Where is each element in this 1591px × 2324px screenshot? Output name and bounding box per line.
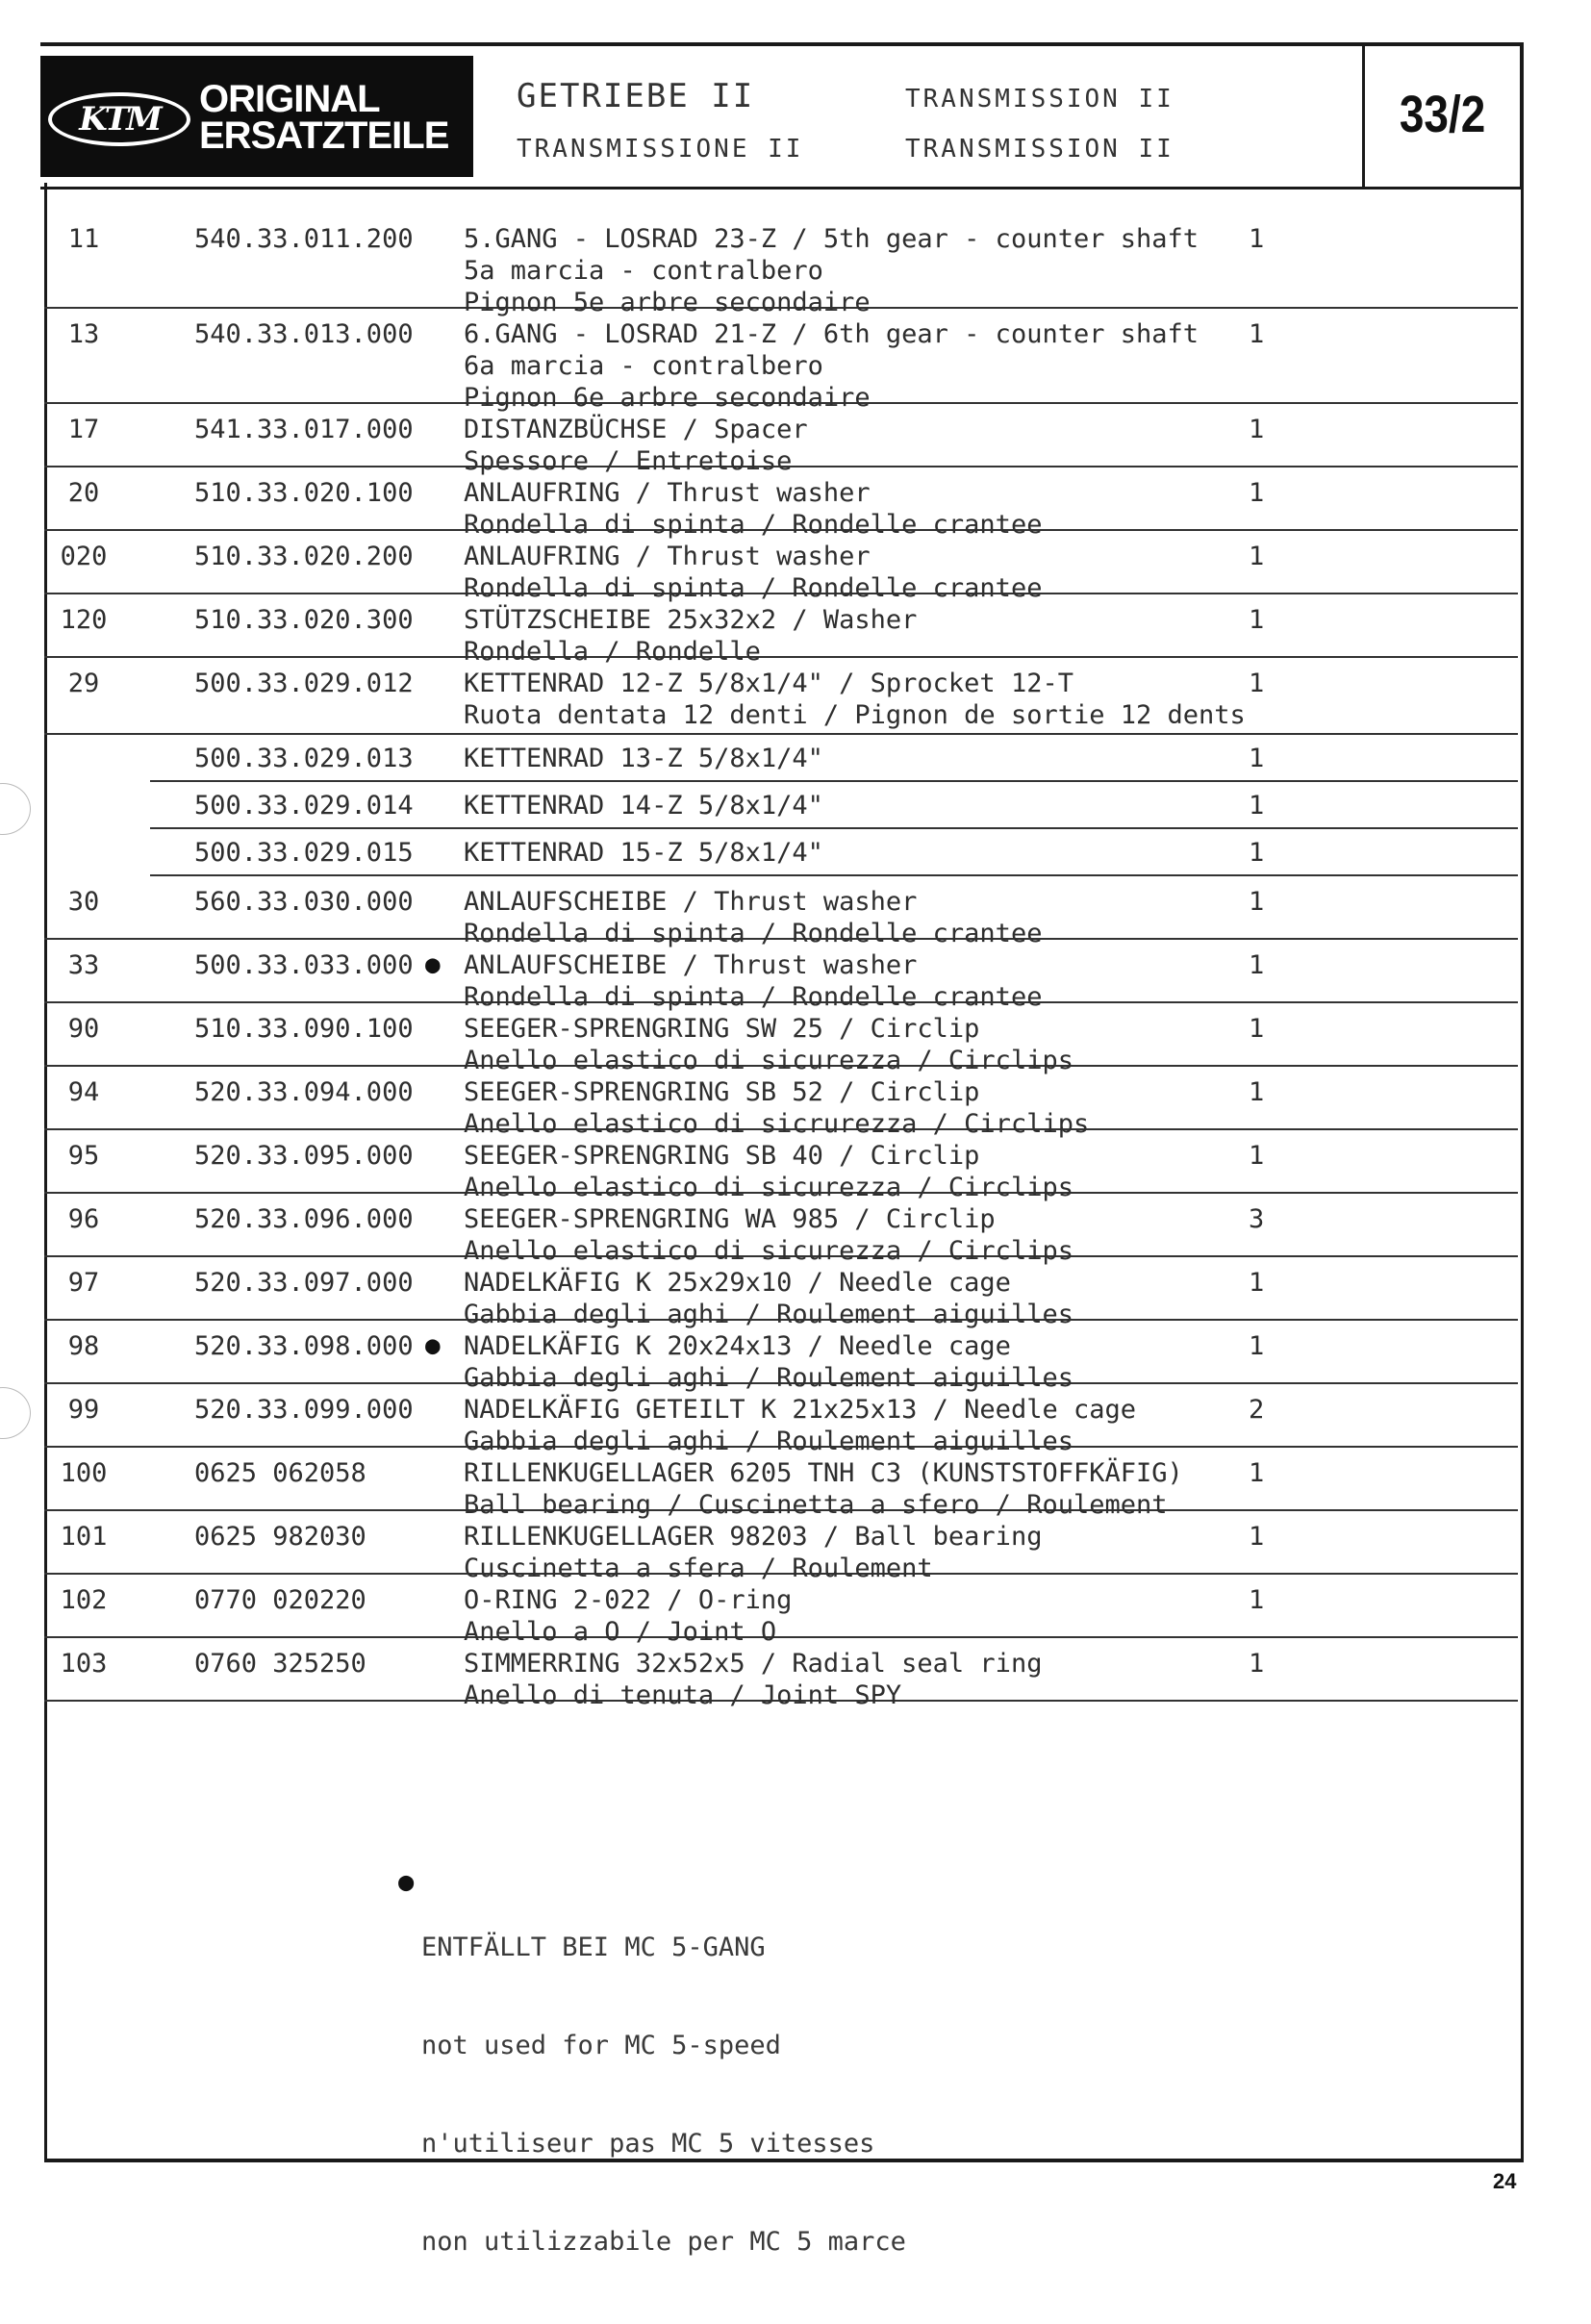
part-position: 33 xyxy=(67,950,100,980)
part-quantity: 1 xyxy=(1249,669,1265,698)
part-number: 0760 325250 xyxy=(194,1649,366,1679)
part-position: 94 xyxy=(67,1077,100,1107)
part-quantity: 1 xyxy=(1249,791,1265,821)
footnote-line-fr: n'utiliseur pas MC 5 vitesses xyxy=(421,2129,875,2159)
part-row xyxy=(44,1194,1518,1266)
description-line: SEEGER-SPRENGRING SW 25 / Circlip xyxy=(464,1014,980,1044)
part-quantity: 1 xyxy=(1249,224,1265,254)
part-quantity: 1 xyxy=(1249,542,1265,571)
part-row xyxy=(44,1384,1518,1456)
part-number: 520.33.096.000 xyxy=(194,1204,414,1234)
part-position: 20 xyxy=(67,478,100,508)
description-line: KETTENRAD 14-Z 5/8x1/4" xyxy=(464,791,823,821)
part-row xyxy=(44,940,1518,1012)
part-row xyxy=(44,1638,1518,1710)
part-position: 11 xyxy=(67,224,100,254)
footnote-lines xyxy=(421,1866,906,2324)
part-position: 95 xyxy=(67,1141,100,1171)
logo-line-1: ORIGINAL xyxy=(199,78,380,120)
part-quantity: 1 xyxy=(1249,838,1265,868)
part-position: 99 xyxy=(67,1395,100,1425)
part-number: 500.33.033.000 xyxy=(194,950,414,980)
part-position: 98 xyxy=(67,1331,100,1361)
section-titles xyxy=(517,56,1209,177)
part-row xyxy=(44,594,1518,667)
description-line: RILLENKUGELLAGER 98203 / Ball bearing xyxy=(464,1522,1043,1552)
description-line: Anello a O / Joint O xyxy=(464,1617,777,1647)
part-position: 020 xyxy=(60,542,108,571)
description-line: SIMMERRING 32x52x5 / Radial seal ring xyxy=(464,1649,1043,1679)
part-row xyxy=(44,1321,1518,1393)
part-description xyxy=(464,318,1199,414)
part-position: 97 xyxy=(67,1268,100,1298)
part-position: 29 xyxy=(67,669,100,698)
part-position: 102 xyxy=(60,1585,108,1615)
description-line: NADELKÄFIG K 25x29x10 / Needle cage xyxy=(464,1268,1011,1298)
part-row xyxy=(44,404,1518,476)
part-position: 101 xyxy=(60,1522,108,1552)
description-line: NADELKÄFIG GETEILT K 21x25x13 / Needle cage xyxy=(464,1395,1136,1425)
part-row xyxy=(150,829,1518,876)
part-number: 510.33.020.200 xyxy=(194,542,414,571)
part-number: 510.33.090.100 xyxy=(194,1014,414,1044)
part-description xyxy=(464,223,1199,318)
part-number: 510.33.020.100 xyxy=(194,478,414,508)
part-row xyxy=(44,214,1518,317)
part-number: 0625 062058 xyxy=(194,1458,366,1488)
description-line: Anello elastico di sicurezza / Circlips xyxy=(464,1173,1073,1202)
part-position: 120 xyxy=(60,605,108,635)
ktm-logo xyxy=(40,56,473,177)
part-position: 17 xyxy=(67,415,100,444)
description-line: 5a marcia - contralbero xyxy=(464,256,823,286)
part-description xyxy=(464,1648,1042,1711)
part-quantity: 1 xyxy=(1249,415,1265,444)
part-quantity: 1 xyxy=(1249,478,1265,508)
part-number: 560.33.030.000 xyxy=(194,887,414,917)
title-english: TRANSMISSION II xyxy=(905,85,1174,114)
part-number: 520.33.099.000 xyxy=(194,1395,414,1425)
description-line: 5.GANG - LOSRAD 23-Z / 5th gear - counter shaft xyxy=(464,224,1200,254)
part-quantity: 1 xyxy=(1249,1522,1265,1552)
description-line: STÜTZSCHEIBE 25x32x2 / Washer xyxy=(464,605,918,635)
part-position: 100 xyxy=(60,1458,108,1488)
part-row xyxy=(44,531,1518,603)
description-line: Gabbia degli aghi / Roulement aiguilles xyxy=(464,1363,1073,1393)
part-number: 500.33.029.013 xyxy=(194,744,414,773)
description-line: KETTENRAD 13-Z 5/8x1/4" xyxy=(464,744,823,773)
description-line: NADELKÄFIG K 20x24x13 / Needle cage xyxy=(464,1331,1011,1361)
part-number: 520.33.098.000 xyxy=(194,1331,414,1361)
punch-hole-lower xyxy=(0,1387,31,1439)
page-code: 33/2 xyxy=(1399,86,1486,143)
title-italian: TRANSMISSIONE II xyxy=(517,135,804,164)
part-row xyxy=(44,1575,1518,1647)
part-position: 90 xyxy=(67,1014,100,1044)
description-line: ANLAUFRING / Thrust washer xyxy=(464,542,871,571)
part-row xyxy=(44,876,1518,948)
footnote-line-it: non utilizzabile per MC 5 marce xyxy=(421,2227,906,2257)
page-number: 24 xyxy=(1493,2169,1517,2193)
description-line: Cuscinetta a sfera / Roulement xyxy=(464,1554,933,1583)
part-description xyxy=(464,790,823,821)
part-quantity: 2 xyxy=(1249,1395,1265,1425)
part-number: 541.33.017.000 xyxy=(194,415,414,444)
description-line: Anello elastico di sicurezza / Circlips xyxy=(464,1236,1073,1266)
punch-hole-upper xyxy=(0,783,31,835)
description-line: Gabbia degli aghi / Roulement aiguilles xyxy=(464,1300,1073,1329)
part-row xyxy=(44,1003,1518,1075)
description-line: Anello elastico di sicrurezza / Circlips xyxy=(464,1109,1090,1139)
part-row xyxy=(44,1448,1518,1520)
footnote-line-de: ENTFÄLLT BEI MC 5-GANG xyxy=(421,1932,766,1962)
description-line: RILLENKUGELLAGER 6205 TNH C3 (KUNSTSTOFFKÄFIG) xyxy=(464,1458,1183,1488)
part-quantity: 1 xyxy=(1249,1077,1265,1107)
description-line: Rondella / Rondelle xyxy=(464,637,761,667)
part-number: 500.33.029.012 xyxy=(194,669,414,698)
part-quantity: 1 xyxy=(1249,605,1265,635)
description-line: Rondella di spinta / Rondelle crantee xyxy=(464,982,1043,1012)
title-german: GETRIEBE II xyxy=(517,77,755,115)
part-quantity: 1 xyxy=(1249,950,1265,980)
not-used-mc5-bullet-icon: ● xyxy=(425,950,441,979)
part-description xyxy=(464,837,823,869)
part-quantity: 1 xyxy=(1249,1141,1265,1171)
description-line: KETTENRAD 12-Z 5/8x1/4" / Sprocket 12-T xyxy=(464,669,1073,698)
part-number: 520.33.097.000 xyxy=(194,1268,414,1298)
description-line: KETTENRAD 15-Z 5/8x1/4" xyxy=(464,838,823,868)
part-description xyxy=(464,668,1246,731)
part-quantity: 1 xyxy=(1249,1458,1265,1488)
part-quantity: 3 xyxy=(1249,1204,1265,1234)
part-row xyxy=(150,735,1518,782)
part-quantity: 1 xyxy=(1249,744,1265,773)
description-line: Ruota dentata 12 denti / Pignon de sortie 12 dents xyxy=(464,700,1246,730)
description-line: O-RING 2-022 / O-ring xyxy=(464,1585,793,1615)
part-quantity: 1 xyxy=(1249,1585,1265,1615)
description-line: Rondella di spinta / Rondelle crantee xyxy=(464,510,1043,540)
part-row xyxy=(44,658,1518,735)
part-quantity: 1 xyxy=(1249,1014,1265,1044)
part-position: 103 xyxy=(60,1649,108,1679)
description-line: Gabbia degli aghi / Roulement aiguilles xyxy=(464,1427,1073,1456)
title-french: TRANSMISSION II xyxy=(905,135,1174,164)
not-used-mc5-bullet-icon: ● xyxy=(425,1331,441,1360)
part-number: 520.33.094.000 xyxy=(194,1077,414,1107)
part-quantity: 1 xyxy=(1249,1268,1265,1298)
part-row xyxy=(150,782,1518,829)
part-number: 0770 020220 xyxy=(194,1585,366,1615)
part-quantity: 1 xyxy=(1249,1649,1265,1679)
description-line: SEEGER-SPRENGRING SB 40 / Circlip xyxy=(464,1141,980,1171)
description-line: ANLAUFSCHEIBE / Thrust washer xyxy=(464,950,918,980)
description-line: Pignon 5e arbre secondaire xyxy=(464,288,871,317)
description-line: Spessore / Entretoise xyxy=(464,446,793,476)
part-quantity: 1 xyxy=(1249,319,1265,349)
ktm-oval-emblem xyxy=(48,92,190,146)
part-number: 540.33.013.000 xyxy=(194,319,414,349)
part-number: 520.33.095.000 xyxy=(194,1141,414,1171)
part-number: 510.33.020.300 xyxy=(194,605,414,635)
part-quantity: 1 xyxy=(1249,1331,1265,1361)
part-number: 500.33.029.015 xyxy=(194,838,414,868)
part-position: 96 xyxy=(67,1204,100,1234)
description-line: DISTANZBÜCHSE / Spacer xyxy=(464,415,808,444)
footnote-line-en: not used for MC 5-speed xyxy=(421,2031,781,2060)
description-line: ANLAUFSCHEIBE / Thrust washer xyxy=(464,887,918,917)
logo-brand: KTM xyxy=(79,100,160,139)
description-line: 6a marcia - contralbero xyxy=(464,351,823,381)
part-row xyxy=(44,1130,1518,1202)
logo-line-2: ERSATZTEILE xyxy=(199,114,449,157)
part-description xyxy=(464,743,823,774)
part-position: 13 xyxy=(67,319,100,349)
page-header xyxy=(40,42,1524,189)
part-row xyxy=(44,1511,1518,1583)
part-row xyxy=(44,1067,1518,1139)
description-line: ANLAUFRING / Thrust washer xyxy=(464,478,871,508)
part-quantity: 1 xyxy=(1249,887,1265,917)
description-line: Rondella di spinta / Rondelle crantee xyxy=(464,573,1043,603)
description-line: Rondella di spinta / Rondelle crantee xyxy=(464,919,1043,948)
description-line: 6.GANG - LOSRAD 21-Z / 6th gear - counter shaft xyxy=(464,319,1200,349)
page-code-box xyxy=(1362,42,1524,187)
part-position: 30 xyxy=(67,887,100,917)
description-line: Anello di tenuta / Joint SPY xyxy=(464,1680,902,1710)
part-row xyxy=(44,309,1518,413)
part-number: 500.33.029.014 xyxy=(194,791,414,821)
description-line: Ball bearing / Cuscinetta a sfero / Roulement xyxy=(464,1490,1168,1520)
description-line: SEEGER-SPRENGRING WA 985 / Circlip xyxy=(464,1204,996,1234)
logo-text xyxy=(199,78,449,157)
description-line: SEEGER-SPRENGRING SB 52 / Circlip xyxy=(464,1077,980,1107)
footnote-bullet-icon: ● xyxy=(398,1867,415,1897)
description-line: Anello elastico di sicurezza / Circlips xyxy=(464,1046,1073,1075)
part-row xyxy=(44,1257,1518,1329)
description-line: Pignon 6e arbre secondaire xyxy=(464,383,871,413)
parts-list xyxy=(44,214,1518,1710)
part-number: 540.33.011.200 xyxy=(194,224,414,254)
part-row xyxy=(44,467,1518,540)
part-number: 0625 982030 xyxy=(194,1522,366,1552)
